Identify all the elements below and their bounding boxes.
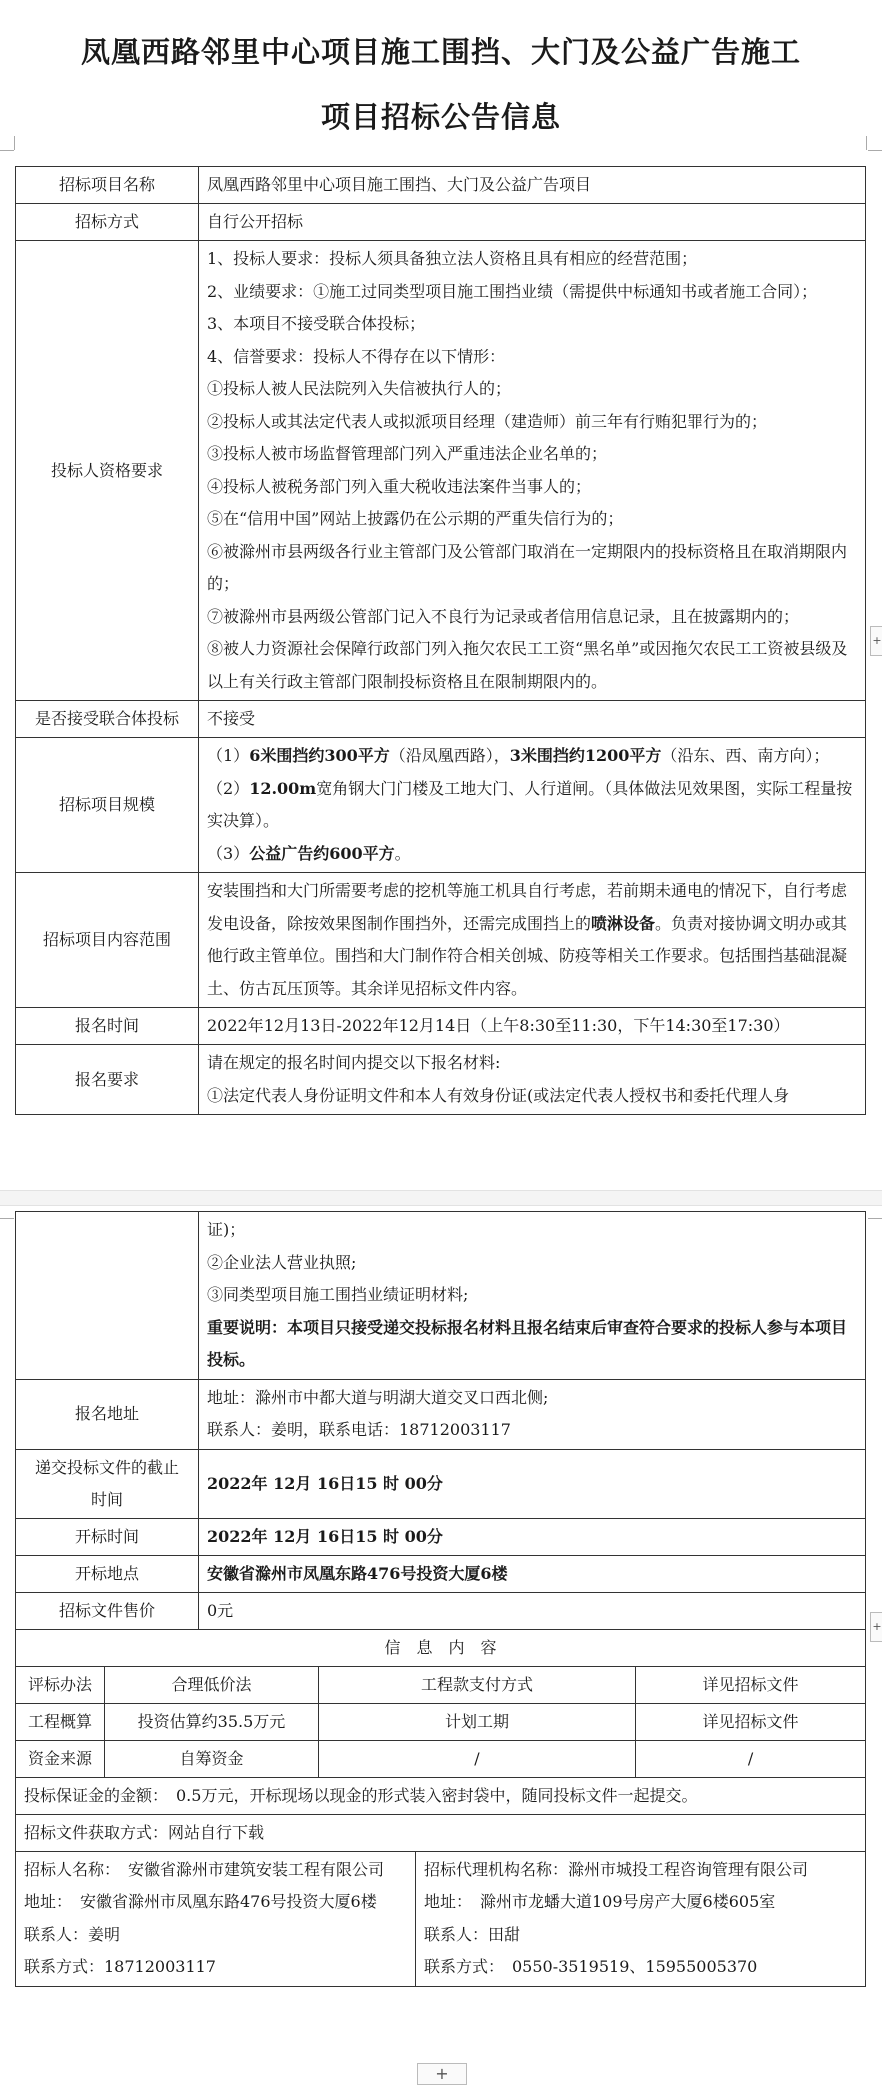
agent-contact: 联系人：田甜: [424, 1924, 521, 1944]
table-row: [16, 167, 866, 204]
table-row: [16, 1703, 866, 1740]
scale-text: （3）: [207, 843, 250, 863]
list-item: ①投标人被人民法院列入失信被执行人的；: [207, 379, 512, 398]
reg-addr-value: [199, 1379, 866, 1449]
scale-line-1: [207, 740, 857, 773]
reg-addr-label: 报名地址: [16, 1379, 199, 1449]
table-row: [16, 1449, 866, 1518]
list-item: ④投标人被税务部门列入重大税收违法案件当事人的；: [207, 476, 592, 496]
table-cell: 工程概算: [16, 1703, 105, 1740]
table-row: [16, 1814, 866, 1851]
table-cell: 资金来源: [16, 1740, 105, 1777]
scale-text-bold: 3米围挡约1200平方: [509, 746, 662, 765]
scale-line-2: [207, 773, 857, 838]
list-item: ②投标人或其法定代表人或拟派项目经理（建造师）前三年有行贿犯罪行为的；: [207, 411, 768, 431]
table-row: [16, 873, 866, 1008]
open-time-value: 2022年 12月 16日15 时 00分: [199, 1518, 866, 1555]
scope-text: 安装围挡和大门所需要考虑的挖机等施工机具自行考虑，若前期未通电的情况下，自行考虑发电设备，除按效果图制作围挡外，还需完成围挡上的: [207, 881, 848, 933]
table-row: [16, 738, 866, 873]
table-cell: /: [319, 1740, 636, 1777]
expand-side-button[interactable]: +: [870, 626, 882, 656]
deadline-label: 递交投标文件的截止时间: [16, 1449, 199, 1518]
qualification-list: [199, 241, 866, 701]
doc-price-value: 0元: [199, 1592, 866, 1629]
scale-text: （1）: [207, 746, 250, 765]
deposit-text: 投标保证金的金额： 0.5万元，开标现场以现金的形式装入密封袋中，随同投标文件一起提交。: [16, 1777, 866, 1814]
list-item: 4、信誉要求：投标人不得存在以下情形：: [207, 346, 506, 366]
tender-info-table-page1: [15, 166, 866, 1115]
tenderer-address: 地址： 安徽省滁州市凤凰东路476号投资大厦6楼: [24, 1892, 377, 1911]
table-row: [16, 1518, 866, 1555]
scope-text: 。负责对接协调文明办或其他行政主管单位。围挡和大门制作符合相关创城、防疫等相关工作要求。包括围挡基础混凝土、仿古瓦压顶等。其余详见招标文件内容。: [207, 913, 848, 998]
list-item: ③投标人被市场监督管理部门列入严重违法企业名单的；: [207, 444, 608, 463]
expand-side-button[interactable]: +: [870, 1612, 882, 1642]
important-note: 重要说明：本项目只接受递交投标报名材料且报名结束后审查符合要求的投标人参与本项目投标。: [207, 1317, 848, 1369]
tenderer-name: 招标人名称： 安徽省滁州市建筑安装工程有限公司: [24, 1859, 385, 1879]
qualification-label: 投标人资格要求: [16, 241, 199, 701]
list-item: ①法定代表人身份证明文件和本人有效身份证(或法定代表人授权书和委托代理人身: [207, 1085, 790, 1105]
list-item: 地址：滁州市中都大道与明湖大道交叉口西北侧;: [207, 1387, 549, 1407]
content-scope-label: 招标项目内容范围: [16, 873, 199, 1008]
reg-req-label: 报名要求: [16, 1045, 199, 1115]
list-item: ⑤在“信用中国”网站上披露仍在公示期的严重失信行为的；: [207, 509, 624, 528]
open-place-value: 安徽省滁州市凤凰东路476号投资大厦6楼: [199, 1555, 866, 1592]
content-scope-value: [199, 873, 866, 1008]
table-cell: 自筹资金: [105, 1740, 319, 1777]
open-place-label: 开标地点: [16, 1555, 199, 1592]
list-item: ②企业法人营业执照;: [207, 1252, 357, 1272]
scale-line-3: [207, 838, 857, 871]
document-title-line2: 项目招标公告信息: [320, 100, 561, 134]
scale-text: （沿凤凰西路），: [389, 746, 510, 765]
tenderer-info: [16, 1851, 416, 1986]
table-row: [16, 204, 866, 241]
table-row: [16, 1212, 866, 1380]
list-item: 请在规定的报名时间内提交以下报名材料:: [207, 1053, 501, 1072]
table-cell: 投资估算约35.5万元: [105, 1703, 319, 1740]
reg-req-value-page1: [199, 1045, 866, 1115]
scale-text-bold: 6米围挡约300平方: [249, 746, 390, 765]
add-row-button[interactable]: +: [417, 2063, 467, 2085]
scale-value: [199, 738, 866, 873]
scale-text: 。: [394, 843, 411, 863]
reg-time-value: 2022年12月13日-2022年12月14日（上午8:30至11:30，下午14:30至17:30）: [199, 1008, 866, 1045]
page-corner-mark: [866, 136, 867, 150]
consortium-label: 是否接受联合体投标: [16, 701, 199, 738]
table-cell: /: [636, 1740, 866, 1777]
page-corner-mark: [14, 136, 15, 150]
tender-info-table-page2: [15, 1211, 866, 1987]
scale-text: （2）: [207, 778, 250, 798]
scale-text: （沿东、西、南方向）；: [661, 746, 830, 765]
agent-phone: 联系方式： 0550-3519519、15955005370: [424, 1957, 758, 1976]
table-cell: 工程款支付方式: [319, 1666, 636, 1703]
page-corner-mark: [868, 1218, 882, 1219]
table-cell: 详见招标文件: [636, 1703, 866, 1740]
doc-price-label: 招标文件售价: [16, 1592, 199, 1629]
consortium-value: 不接受: [199, 701, 866, 738]
list-item: 2、业绩要求：①施工过同类型项目施工围挡业绩（需提供中标通知书或者施工合同）；: [207, 281, 818, 301]
agent-name: 招标代理机构名称：滁州市城投工程咨询管理有限公司: [424, 1859, 809, 1879]
list-item: 证)；: [207, 1220, 246, 1239]
scope-text-bold: 喷淋设备: [591, 913, 656, 933]
table-cell: 计划工期: [319, 1703, 636, 1740]
reg-time-label: 报名时间: [16, 1008, 199, 1045]
table-row: [16, 1592, 866, 1629]
table-row: [16, 1777, 866, 1814]
list-item: ⑥被滁州市县两级各行业主管部门及公管部门取消在一定期限内的投标资格且在取消期限内的；: [207, 541, 848, 593]
scale-text-bold: 公益广告约600平方: [249, 843, 395, 863]
table-row: [16, 1008, 866, 1045]
open-time-label: 开标时间: [16, 1518, 199, 1555]
doc-get-text: 招标文件获取方式：网站自行下载: [16, 1814, 866, 1851]
page-break: [0, 1190, 882, 1206]
scale-label: 招标项目规模: [16, 738, 199, 873]
scale-text: 宽角钢大门门楼及工地大门、人行道闸。（具体做法见效果图，实际工程量按实决算）。: [207, 778, 853, 830]
table-cell: 合理低价法: [105, 1666, 319, 1703]
list-item: ⑦被滁州市县两级公管部门记入不良行为记录或者信用信息记录，且在披露期内的；: [207, 606, 800, 626]
table-row: [16, 241, 866, 701]
table-row: [16, 1629, 866, 1666]
reg-req-label-cont: [16, 1212, 199, 1380]
table-row: [16, 1666, 866, 1703]
page-corner-mark: [868, 150, 882, 151]
project-name-value: 凤凰西路邻里中心项目施工围挡、大门及公益广告项目: [199, 167, 866, 204]
method-label: 招标方式: [16, 204, 199, 241]
table-cell: 评标办法: [16, 1666, 105, 1703]
table-row: [16, 1045, 866, 1115]
tenderer-contact: 联系人：姜明: [24, 1924, 121, 1944]
list-item: 3、本项目不接受联合体投标；: [207, 314, 426, 333]
table-row: [16, 1740, 866, 1777]
tenderer-phone: 联系方式：18712003117: [24, 1957, 216, 1976]
method-value: 自行公开招标: [199, 204, 866, 241]
list-item: ⑧被人力资源社会保障行政部门列入拖欠农民工工资“黑名单”或因拖欠农民工工资被县级及以上有关行政主管部门限制投标资格且在限制期限内的。: [207, 639, 848, 691]
table-row: [16, 701, 866, 738]
agent-info: [416, 1851, 866, 1986]
document-title-line1: 凤凰西路邻里中心项目施工围挡、大门及公益广告施工: [80, 35, 801, 69]
table-row: [16, 1851, 866, 1986]
reg-req-value-page2: [199, 1212, 866, 1380]
table-row: [16, 1379, 866, 1449]
project-name-label: 招标项目名称: [16, 167, 199, 204]
scale-text-bold: 12.00m: [249, 778, 317, 798]
deadline-value: 2022年 12月 16日15 时 00分: [199, 1449, 866, 1518]
list-item: ③同类型项目施工围挡业绩证明材料;: [207, 1285, 469, 1304]
list-item: 1、投标人要求：投标人须具备独立法人资格且具有相应的经营范围；: [207, 249, 698, 268]
page-corner-mark: [0, 150, 14, 151]
table-row: [16, 1555, 866, 1592]
table-cell: 详见招标文件: [636, 1666, 866, 1703]
page-corner-mark: [0, 1218, 14, 1219]
agent-address: 地址： 滁州市龙蟠大道109号房产大厦6楼605室: [424, 1892, 776, 1911]
list-item: 联系人：姜明，联系电话：18712003117: [207, 1420, 511, 1439]
info-header: 信 息 内 容: [16, 1629, 866, 1666]
